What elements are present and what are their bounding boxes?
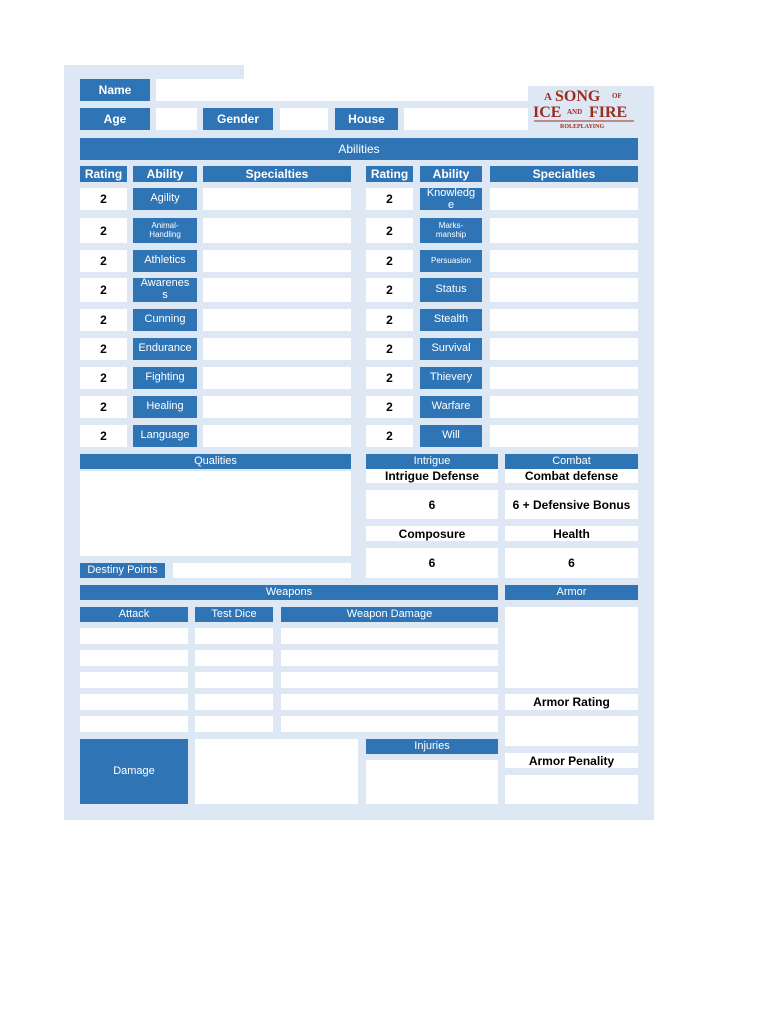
- ability-name-stealth: Stealth: [420, 309, 482, 331]
- damage-field[interactable]: [195, 739, 358, 804]
- ability-name-persuasion: Persuasion: [420, 250, 482, 272]
- attack-header: Attack: [80, 607, 188, 622]
- name-label: Name: [80, 79, 150, 101]
- right-ability-header: Ability: [420, 166, 482, 182]
- house-field[interactable]: [404, 108, 528, 130]
- ability-specialty-field[interactable]: [203, 367, 351, 389]
- ability-name-awareness: Awareness: [133, 278, 197, 302]
- ability-rating[interactable]: 2: [366, 425, 413, 447]
- left-specialties-header: Specialties: [203, 166, 351, 182]
- intrigue-title: Intrigue: [366, 454, 498, 469]
- weapon-damage-field[interactable]: [281, 650, 498, 666]
- intrigue-defense-value[interactable]: 6: [366, 490, 498, 519]
- logo-text-song: SONG: [555, 88, 601, 105]
- logo-text-fire: FIRE: [589, 104, 628, 121]
- weapon-attack-field[interactable]: [80, 716, 188, 732]
- ability-specialty-field[interactable]: [490, 367, 638, 389]
- ability-name-athletics: Athletics: [133, 250, 197, 272]
- ability-name-language: Language: [133, 425, 197, 447]
- song-of-ice-and-fire-logo: [530, 86, 640, 130]
- weapon-test-dice-field[interactable]: [195, 716, 273, 732]
- ability-name-survival: Survival: [420, 338, 482, 360]
- damage-label: Damage: [80, 739, 188, 804]
- ability-specialty-field[interactable]: [490, 309, 638, 331]
- ability-rating[interactable]: 2: [80, 278, 127, 302]
- ability-specialty-field[interactable]: [490, 338, 638, 360]
- health-value[interactable]: 6: [505, 548, 638, 578]
- ability-name-fighting: Fighting: [133, 367, 197, 389]
- ability-specialty-field[interactable]: [203, 218, 351, 243]
- age-field[interactable]: [156, 108, 197, 130]
- right-rating-header: Rating: [366, 166, 413, 182]
- ability-rating[interactable]: 2: [80, 338, 127, 360]
- armor-title: Armor: [505, 585, 638, 600]
- weapon-test-dice-field[interactable]: [195, 694, 273, 710]
- ability-name-thievery: Thievery: [420, 367, 482, 389]
- ability-name-agility: Agility: [133, 188, 197, 210]
- weapon-damage-field[interactable]: [281, 716, 498, 732]
- ability-specialty-field[interactable]: [490, 278, 638, 302]
- weapon-attack-field[interactable]: [80, 628, 188, 644]
- ability-rating[interactable]: 2: [80, 188, 127, 210]
- ability-name-status: Status: [420, 278, 482, 302]
- health-label: Health: [505, 526, 638, 541]
- combat-title: Combat: [505, 454, 638, 469]
- weapon-damage-field[interactable]: [281, 694, 498, 710]
- ability-rating[interactable]: 2: [366, 309, 413, 331]
- ability-name-animal-handling: Animal-Handling: [133, 218, 197, 243]
- armor-field[interactable]: [505, 607, 638, 688]
- injuries-field[interactable]: [366, 760, 498, 804]
- ability-specialty-field[interactable]: [203, 188, 351, 210]
- abilities-title: Abilities: [80, 138, 638, 160]
- armor-rating-field[interactable]: [505, 716, 638, 746]
- logo-text-a: A: [544, 91, 552, 103]
- ability-rating[interactable]: 2: [366, 278, 413, 302]
- age-label: Age: [80, 108, 150, 130]
- ability-name-endurance: Endurance: [133, 338, 197, 360]
- weapon-damage-field[interactable]: [281, 628, 498, 644]
- armor-penalty-field[interactable]: [505, 775, 638, 804]
- ability-rating[interactable]: 2: [80, 425, 127, 447]
- right-specialties-header: Specialties: [490, 166, 638, 182]
- ability-rating[interactable]: 2: [366, 367, 413, 389]
- ability-rating[interactable]: 2: [366, 250, 413, 272]
- ability-specialty-field[interactable]: [490, 425, 638, 447]
- ability-name-knowledge: Knowledge: [420, 188, 482, 210]
- ability-rating[interactable]: 2: [80, 250, 127, 272]
- ability-specialty-field[interactable]: [203, 278, 351, 302]
- weapon-test-dice-field[interactable]: [195, 672, 273, 688]
- destiny-points-field[interactable]: [173, 563, 351, 578]
- ability-rating[interactable]: 2: [80, 218, 127, 243]
- ability-name-will: Will: [420, 425, 482, 447]
- ability-rating[interactable]: 2: [366, 218, 413, 243]
- ability-specialty-field[interactable]: [203, 309, 351, 331]
- ability-name-healing: Healing: [133, 396, 197, 418]
- qualities-field[interactable]: [80, 471, 351, 556]
- left-ability-header: Ability: [133, 166, 197, 182]
- ability-rating[interactable]: 2: [366, 188, 413, 210]
- combat-defense-label: Combat defense: [505, 469, 638, 483]
- qualities-title: Qualities: [80, 454, 351, 469]
- test-dice-header: Test Dice: [195, 607, 273, 622]
- name-field[interactable]: [156, 79, 528, 101]
- logo-text-of: OF: [612, 92, 622, 100]
- left-rating-header: Rating: [80, 166, 127, 182]
- weapon-attack-field[interactable]: [80, 672, 188, 688]
- intrigue-defense-label: Intrigue Defense: [366, 469, 498, 483]
- injuries-title: Injuries: [366, 739, 498, 754]
- house-label: House: [335, 108, 398, 130]
- weapons-title: Weapons: [80, 585, 498, 600]
- ability-name-marksmanship: Marks-manship: [420, 218, 482, 243]
- ability-specialty-field[interactable]: [203, 425, 351, 447]
- ability-specialty-field[interactable]: [490, 218, 638, 243]
- ability-specialty-field[interactable]: [203, 396, 351, 418]
- weapon-attack-field[interactable]: [80, 694, 188, 710]
- composure-label: Composure: [366, 526, 498, 541]
- combat-defense-value[interactable]: 6 + Defensive Bonus: [505, 490, 638, 519]
- weapon-damage-field[interactable]: [281, 672, 498, 688]
- destiny-points-label: Destiny Points: [80, 563, 165, 578]
- gender-label: Gender: [203, 108, 273, 130]
- logo-text-roleplaying: ROLEPLAYING: [560, 124, 605, 130]
- armor-penalty-label: Armor Penality: [505, 753, 638, 768]
- weapon-attack-field[interactable]: [80, 650, 188, 666]
- composure-value[interactable]: 6: [366, 548, 498, 578]
- ability-rating[interactable]: 2: [80, 309, 127, 331]
- weapon-test-dice-field[interactable]: [195, 628, 273, 644]
- ability-name-warfare: Warfare: [420, 396, 482, 418]
- ability-specialty-field[interactable]: [203, 338, 351, 360]
- ability-rating[interactable]: 2: [366, 338, 413, 360]
- weapon-damage-header: Weapon Damage: [281, 607, 498, 622]
- ability-rating[interactable]: 2: [80, 396, 127, 418]
- ability-rating[interactable]: 2: [80, 367, 127, 389]
- gender-field[interactable]: [280, 108, 328, 130]
- logo-text-ice: ICE: [533, 104, 562, 121]
- ability-specialty-field[interactable]: [490, 188, 638, 210]
- armor-rating-label: Armor Rating: [505, 694, 638, 710]
- ability-name-cunning: Cunning: [133, 309, 197, 331]
- logo-text-and: AND: [567, 108, 583, 116]
- weapon-test-dice-field[interactable]: [195, 650, 273, 666]
- ability-specialty-field[interactable]: [490, 250, 638, 272]
- ability-specialty-field[interactable]: [490, 396, 638, 418]
- ability-rating[interactable]: 2: [366, 396, 413, 418]
- ability-specialty-field[interactable]: [203, 250, 351, 272]
